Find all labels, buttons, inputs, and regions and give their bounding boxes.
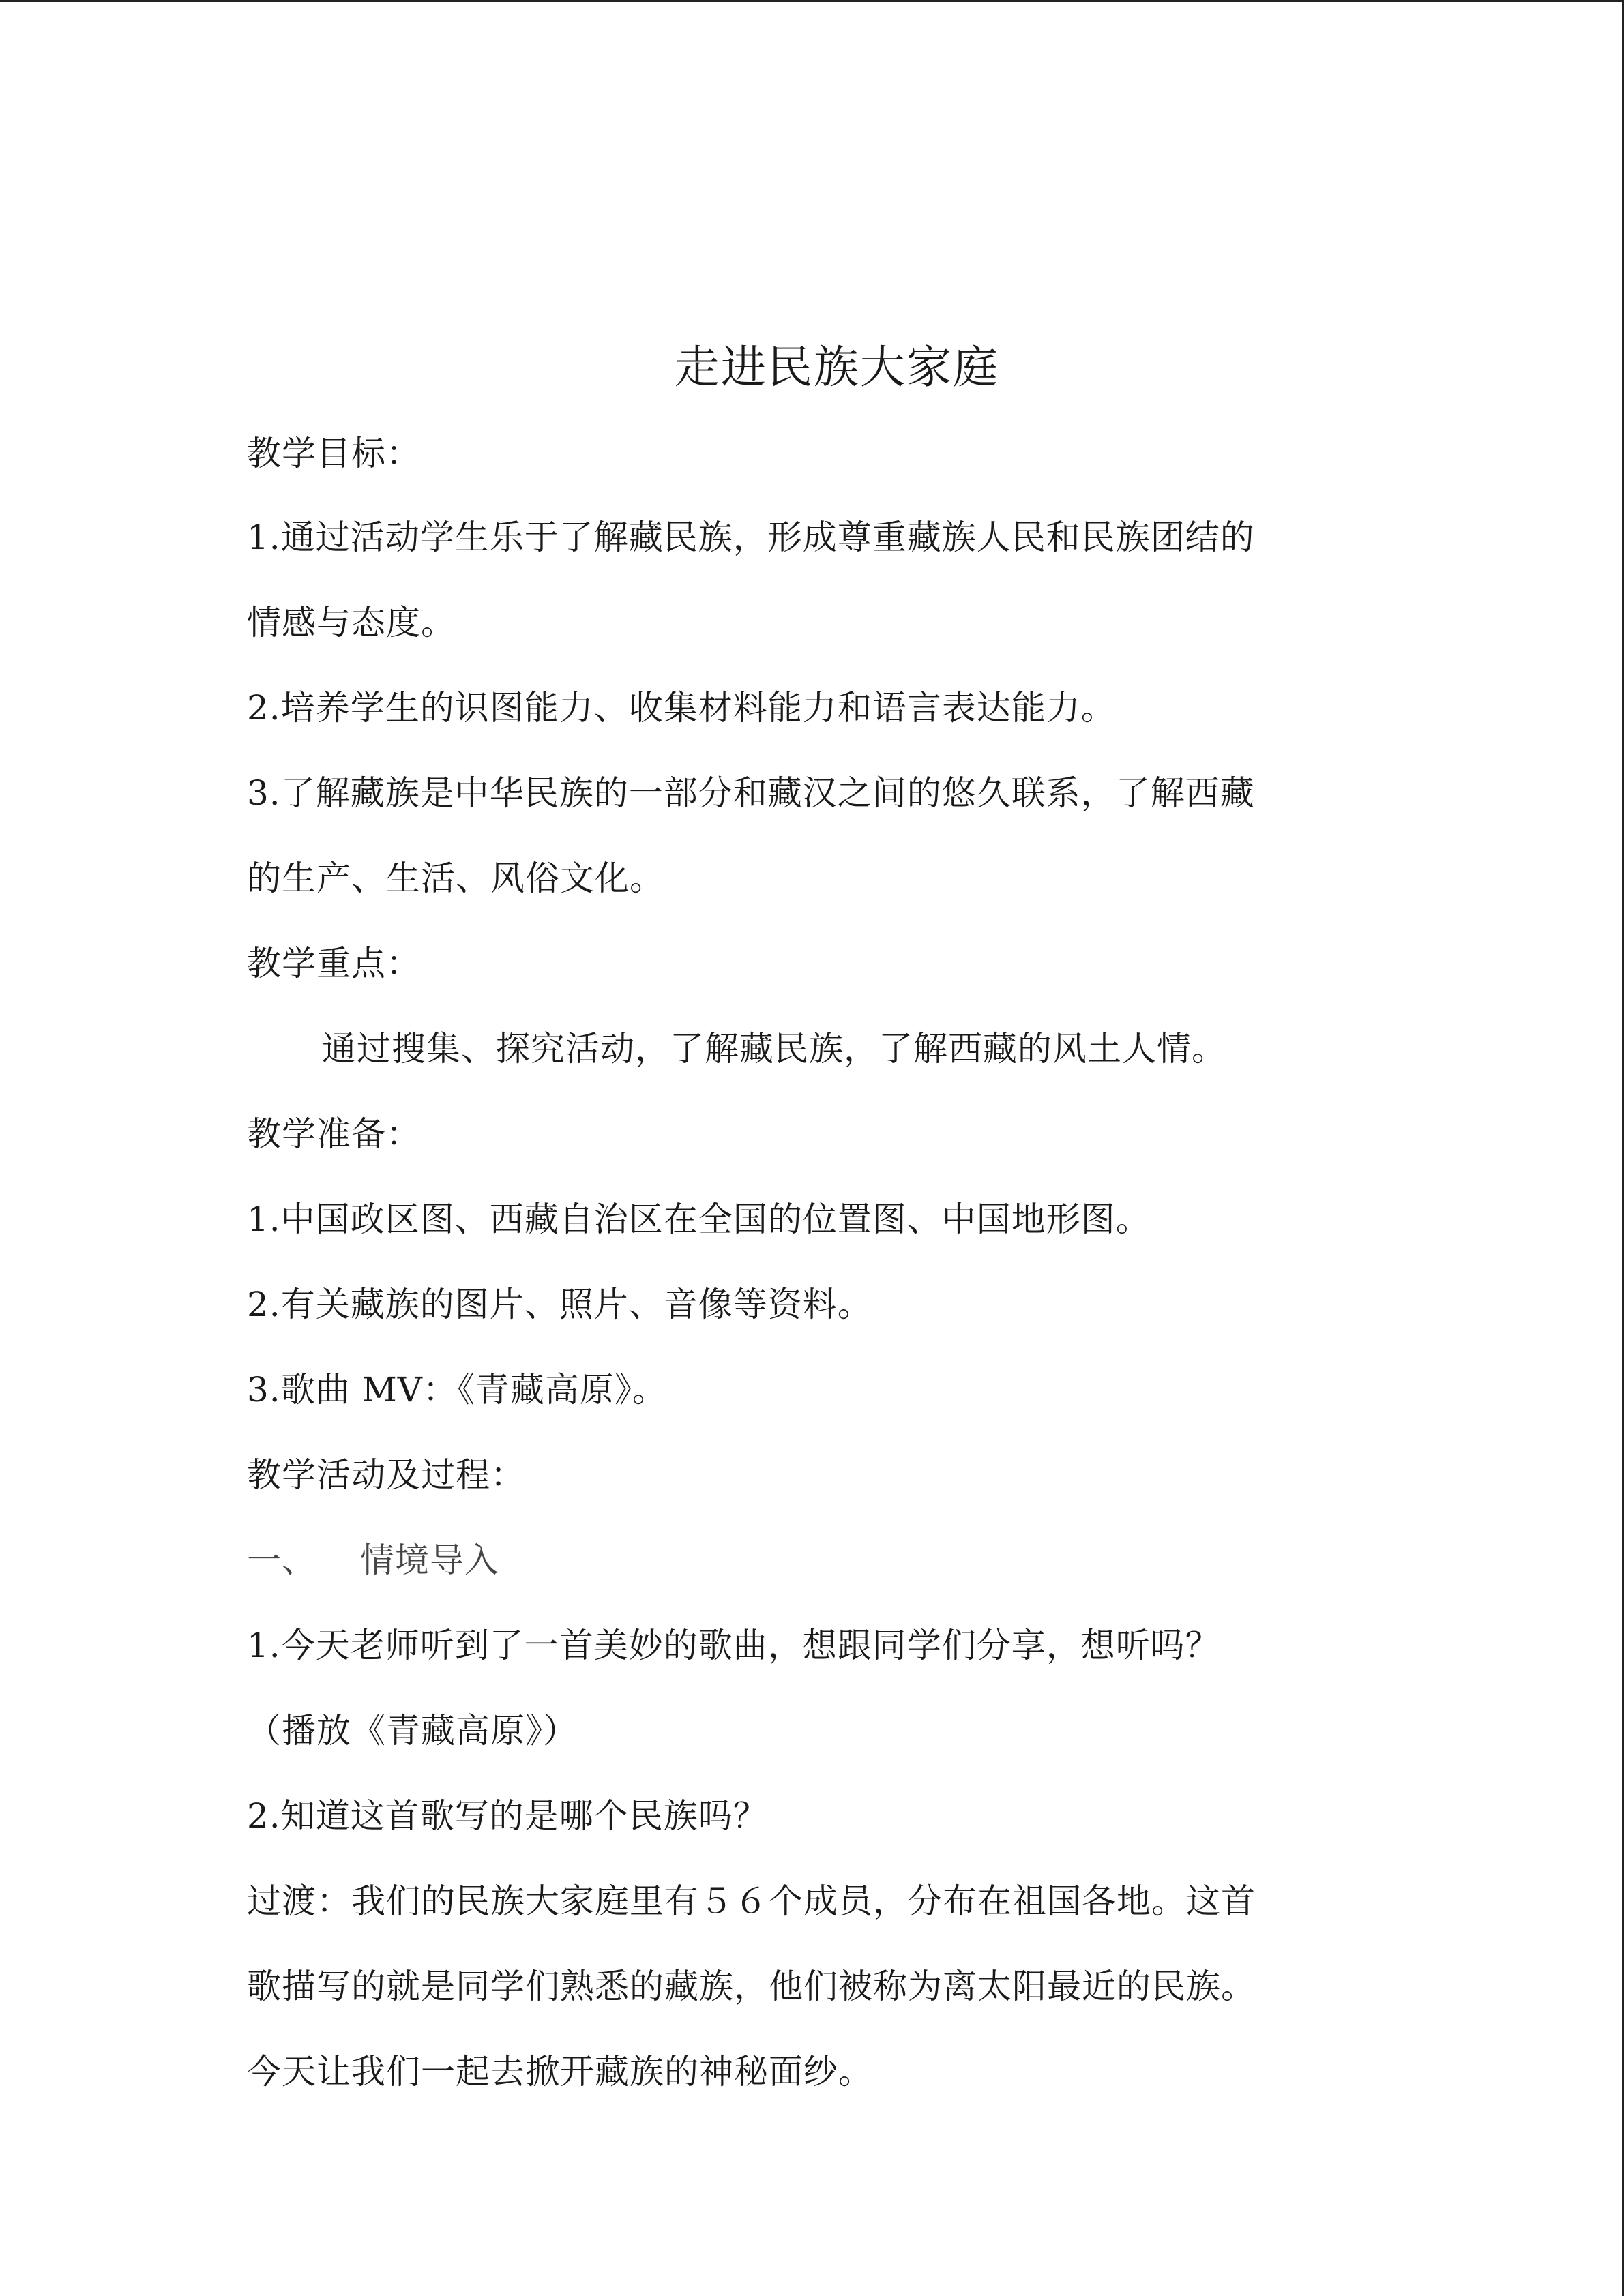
objective-line: 1.通过活动学生乐于了解藏民族，形成尊重藏族人民和民族团结的 xyxy=(247,518,1255,557)
section-line: 歌描写的就是同学们熟悉的藏族，他们被称为离太阳最近的民族。 xyxy=(247,1967,1256,2006)
section-line: 过渡：我们的民族大家庭里有５６个成员，分布在祖国各地。这首 xyxy=(247,1881,1256,1921)
section-line: 今天让我们一起去掀开藏族的神秘面纱。 xyxy=(247,2052,873,2091)
objective-line: 的生产、生活、风俗文化。 xyxy=(247,859,664,898)
objectives-heading: 教学目标： xyxy=(247,434,421,473)
objective-line: 情感与态度。 xyxy=(247,603,456,642)
prep-line: 2.有关藏族的图片、照片、音像等资料。 xyxy=(247,1285,872,1324)
focus-text: 通过搜集、探究活动，了解藏民族，了解西藏的风土人情。 xyxy=(322,1029,1226,1069)
document-title: 走进民族大家庭 xyxy=(675,341,999,393)
section-number: 一、 xyxy=(247,1540,316,1580)
section-title: 情境导入 xyxy=(360,1540,499,1580)
section-line: 2.知道这首歌写的是哪个民族吗？ xyxy=(247,1796,768,1836)
objective-line: 2.培养学生的识图能力、收集材料能力和语言表达能力。 xyxy=(247,688,1116,728)
prep-heading: 教学准备： xyxy=(247,1114,421,1154)
prep-line: 1.中国政区图、西藏自治区在全国的位置图、中国地形图。 xyxy=(247,1199,1151,1239)
section-line: 1.今天老师听到了一首美妙的歌曲，想跟同学们分享，想听吗？ xyxy=(247,1626,1220,1665)
prep-line: 3.歌曲 MV：《青藏高原》。 xyxy=(247,1370,667,1410)
process-heading: 教学活动及过程： xyxy=(247,1455,525,1495)
section-line: （播放《青藏高原》） xyxy=(247,1711,578,1750)
focus-heading: 教学重点： xyxy=(247,944,421,983)
objective-line: 3.了解藏族是中华民族的一部分和藏汉之间的悠久联系，了解西藏 xyxy=(247,773,1255,813)
